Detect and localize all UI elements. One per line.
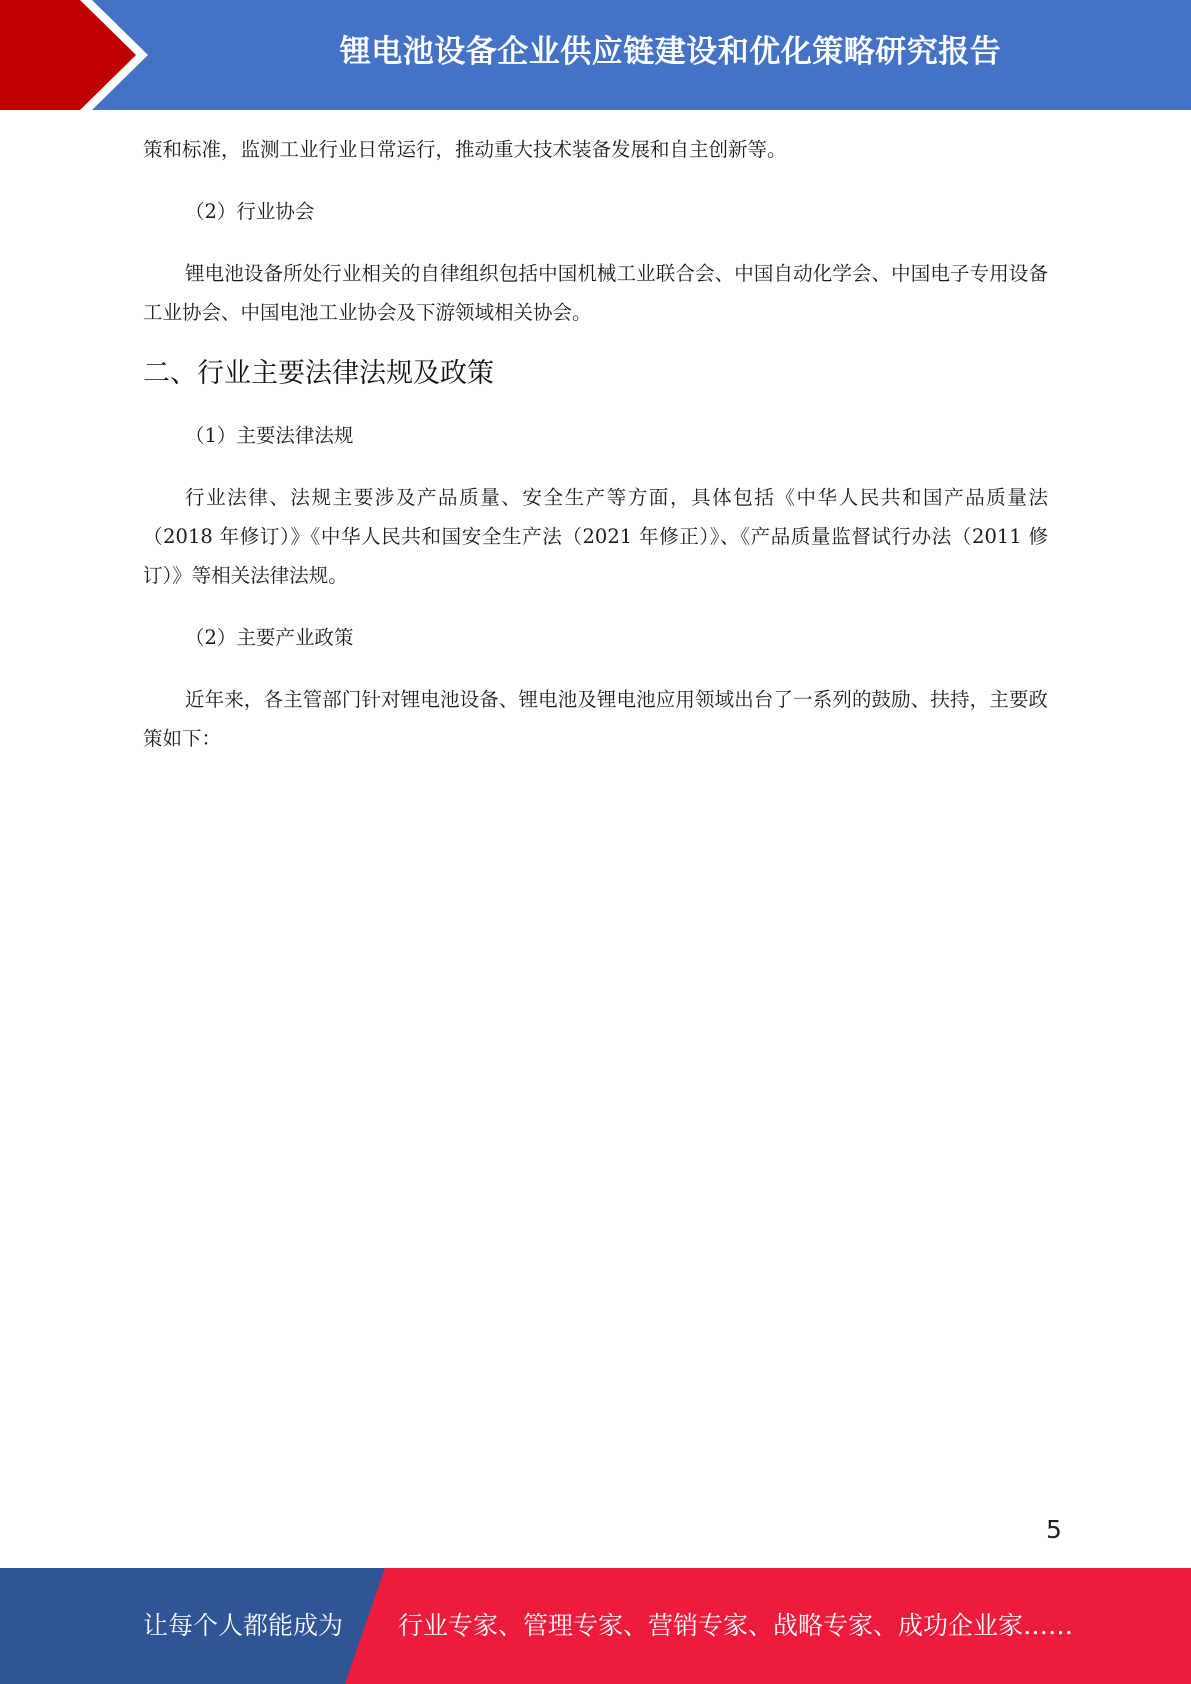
page-number: 5	[1046, 1515, 1062, 1544]
spacer	[143, 595, 1048, 618]
spacer	[143, 657, 1048, 680]
paragraph-laws: 行业法律、法规主要涉及产品质量、安全生产等方面，具体包括《中华人民共和国产品质量法（2018 年修订）》《中华人民共和国安全生产法（2021 年修正）》、《产品质量监督试行办法（2011 修订）》等相关法律法规。	[143, 486, 1048, 587]
spacer	[143, 398, 1048, 416]
spacer	[143, 169, 1048, 192]
page-header	[0, 0, 1191, 110]
spacer	[143, 332, 1048, 350]
paragraph-associations: 锂电池设备所处行业相关的自律组织包括中国机械工业联合会、中国自动化学会、中国电子专用设备工业协会、中国电池工业协会及下游领域相关协会。	[143, 262, 1048, 324]
section-title: 二、行业主要法律法规及政策	[143, 358, 494, 389]
page-footer	[0, 1568, 1191, 1684]
paragraph-continued: 策和标准，监测工业行业日常运行，推动重大技术装备发展和自主创新等。	[143, 138, 787, 161]
page-body	[143, 130, 1048, 758]
paragraph-policies: 近年来，各主管部门针对锂电池设备、锂电池及锂电池应用领域出台了一系列的鼓励、扶持，主要政策如下：	[143, 688, 1048, 750]
document-title: 锂电池设备企业供应链建设和优化策略研究报告	[339, 34, 1002, 70]
footer-slogan-right: 行业专家、管理专家、营销专家、战略专家、成功企业家……	[398, 1611, 1074, 1640]
spacer	[143, 231, 1048, 254]
footer-slogan-left: 让每个人都能成为	[143, 1611, 344, 1640]
subheading-policies: （2）主要产业政策	[185, 626, 354, 649]
subheading-industry-associations: （2）行业协会	[185, 200, 315, 223]
spacer	[143, 455, 1048, 478]
subheading-laws: （1）主要法律法规	[185, 424, 354, 447]
